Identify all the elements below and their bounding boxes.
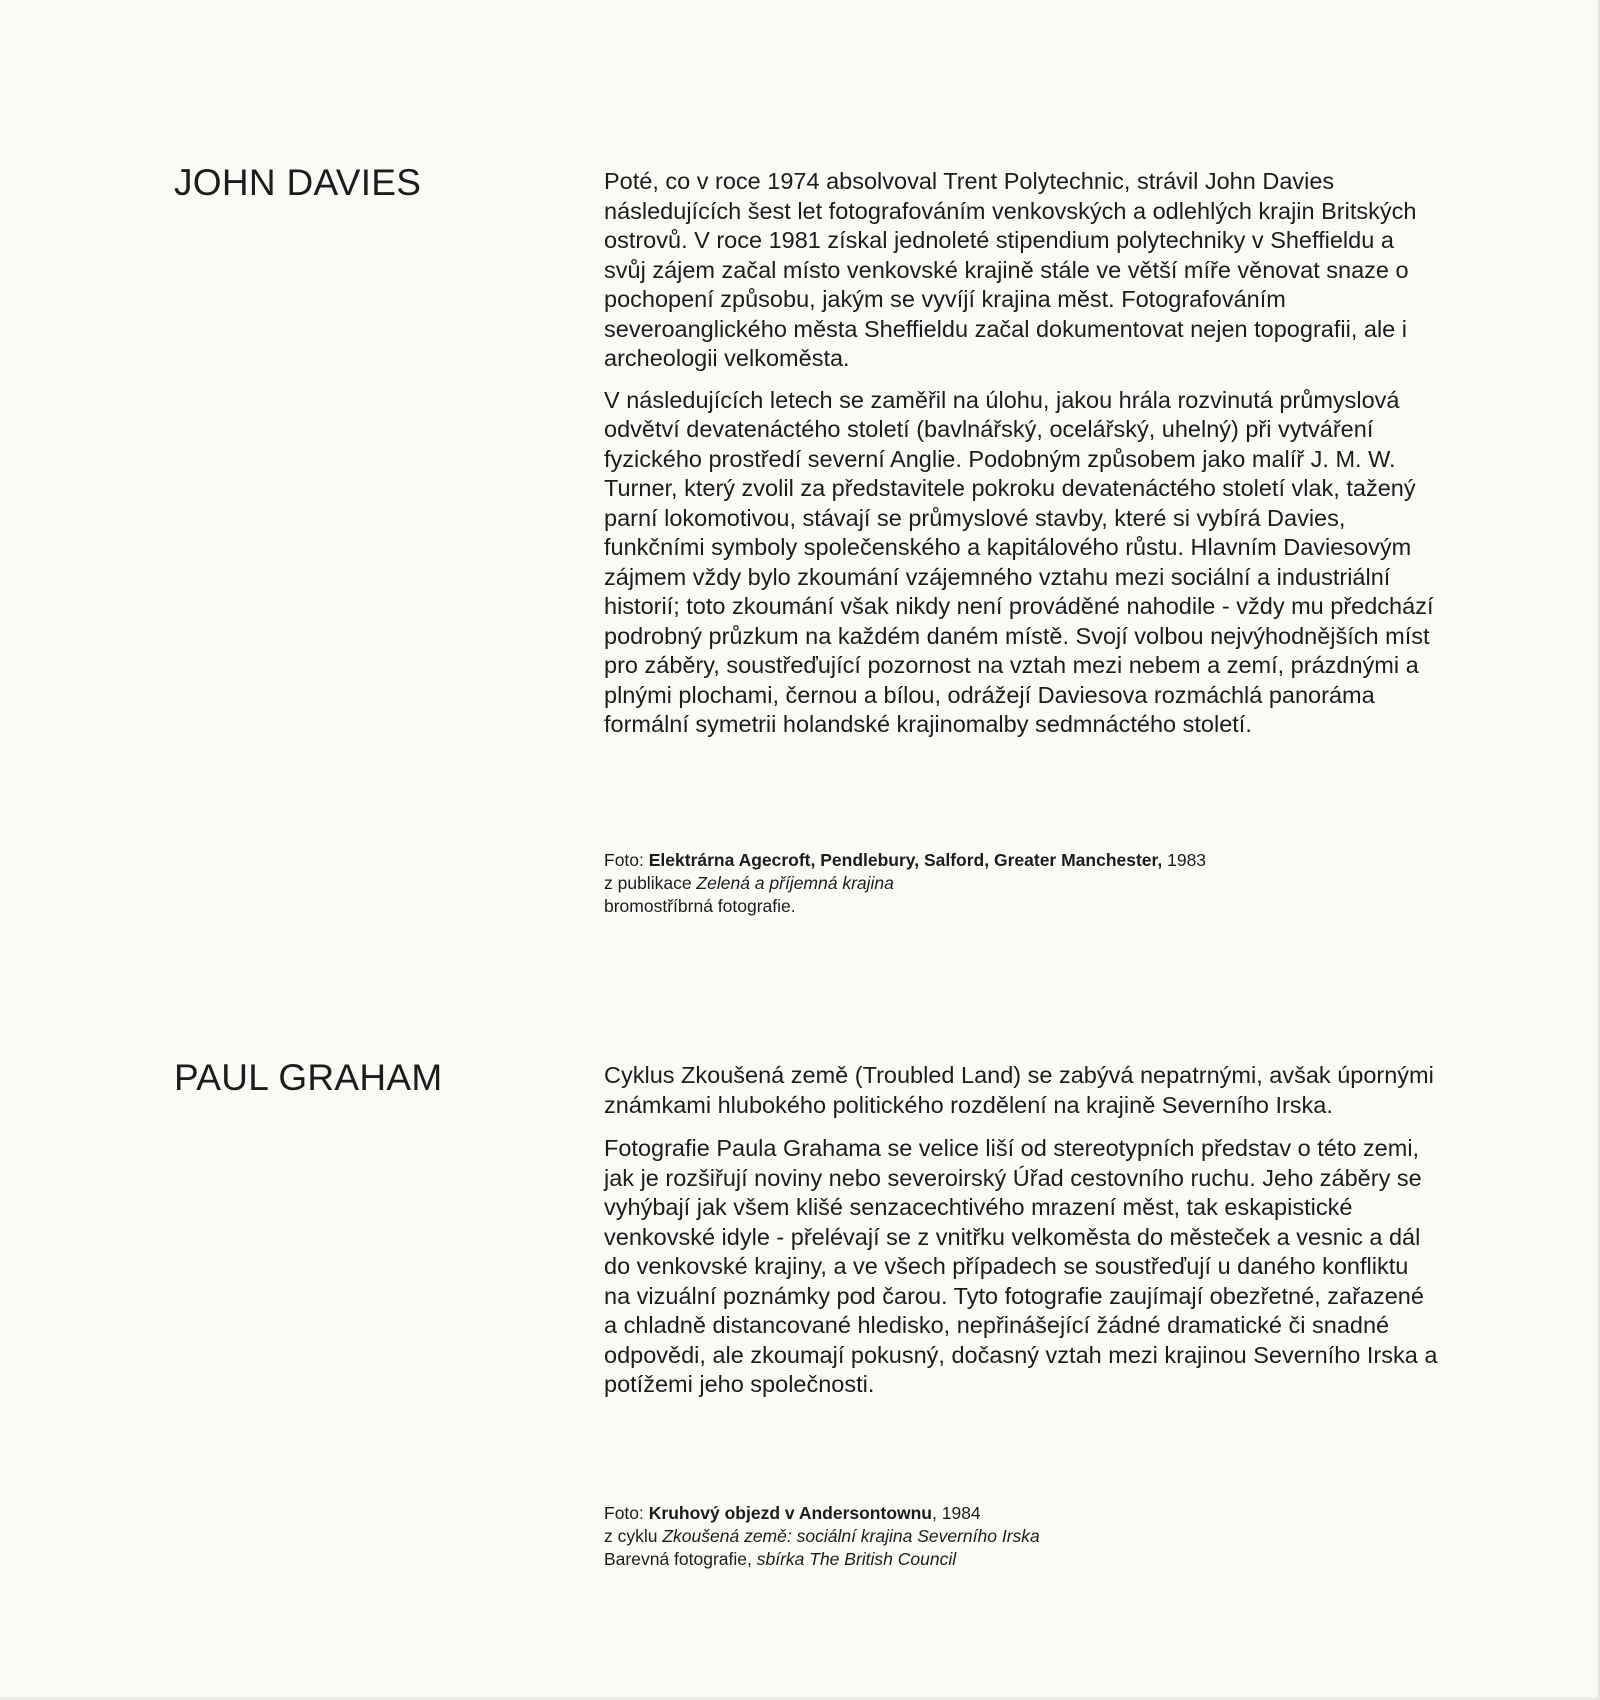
caption-line [604,849,1444,872]
caption-line [604,1502,1444,1525]
paul-graham-text [604,1061,1440,1400]
photo-caption-paul-graham [604,1502,1444,1571]
john-davies-text [604,167,1440,740]
caption-prefix: z cyklu [604,1526,663,1546]
series-title: Zkoušená země: sociální krajina Severního Irska [662,1526,1040,1546]
caption-line [604,1525,1444,1548]
caption-prefix: Foto: [604,1503,649,1523]
photo-title: Kruhový objezd v Andersontownu [648,1503,932,1523]
paragraph: V následujících letech se zaměřil na úlohu, jakou hrála rozvinutá průmyslová odvětví devatenáctého století (bavlnářský, ocelářský, uhelný) při vytváření fyzického prostředí severní Anglie. Podobným způsobem jako malíř J. M. W. Turner, který zvolil za představitele pokroku devatenáctého století vlak, tažený parní lokomotivou, stávají se průmyslové stavby, které si vybírá Davies, funkčními symboly společenského a kapitálového růstu. Hlavním Daviesovým zájmem vždy bylo zkoumání vzájemného vztahu mezi sociální a industriální historií; toto zkoumání však nikdy není prováděné nahodile - vždy mu předchází podrobný průzkum na každém daném místě. Svojí volbou nejvýhodnějších míst pro záběry, soustřeďující pozornost na vztah mezi nebem a zemí, prázdnými a plnými plochami, černou a bílou, odrážejí Daviesova rozmáchlá panoráma formální symetrii holandské krajinomalby sedmnáctého století. [604,386,1434,737]
photo-year: , 1984 [932,1503,981,1523]
photo-year: 1983 [1162,850,1207,870]
paragraph: Cyklus Zkoušená země (Troubled Land) se zabývá nepatrnými, avšak úpornými známkami hlubokého politického rozdělení na krajině Severního Irska. [604,1062,1434,1118]
paragraph: Fotografie Paula Grahama se velice liší od stereotypních představ o této zemi, jak je rozšiřují noviny nebo severoirský Úřad cestovního ruchu. Jeho záběry se vyhýbají jak všem klišé senzacechtivého mrazení měst, tak eskapistické venkovské idyle - přelévají se z vnitřku velkoměsta do městeček a vesnic a dál do venkovské krajiny, a ve všech případech se soustřeďují u daného konfliktu na vizuální poznámky pod čarou. Tyto fotografie zaujímají obezřetné, zařazené a chladně distancované hledisko, nepřinášející žádné dramatické či snadné odpovědi, ale zkoumají pokusný, dočasný vztah mezi krajinou Severního Irska a potížemi jeho společnosti. [604,1135,1438,1397]
section-title-john-davies: JOHN DAVIES [174,162,422,203]
section-title-paul-graham: PAUL GRAHAM [174,1057,443,1098]
collection-name: sbírka The British Council [756,1549,957,1569]
publication-title: Zelená a příjemná krajina [696,873,894,893]
caption-prefix: z publikace [604,873,697,893]
photo-title: Elektrárna Agecroft, Pendlebury, Salford, Greater Manchester, [648,850,1163,870]
caption-line [604,1548,1444,1571]
caption-line: bromostříbrná fotografie. [604,896,796,916]
photo-caption-john-davies [604,849,1444,918]
caption-line [604,872,1444,895]
paragraph: Poté, co v roce 1974 absolvoval Trent Polytechnic, strávil John Davies následujících šest let fotografováním venkovských a odlehlých krajin Britských ostrovů. V roce 1981 získal jednoleté stipendium polytechniky v Sheffieldu a svůj zájem začal místo venkovské krajině stále ve větší míře věnovat snaze o pochopení způsobu, jakým se vyvíjí krajina měst. Fotografováním severoanglického města Sheffieldu začal dokumentovat nejen topografii, ale i archeologii velkoměsta. [604,168,1417,371]
caption-prefix: Foto: [604,850,649,870]
caption-prefix: Barevná fotografie, [604,1549,757,1569]
